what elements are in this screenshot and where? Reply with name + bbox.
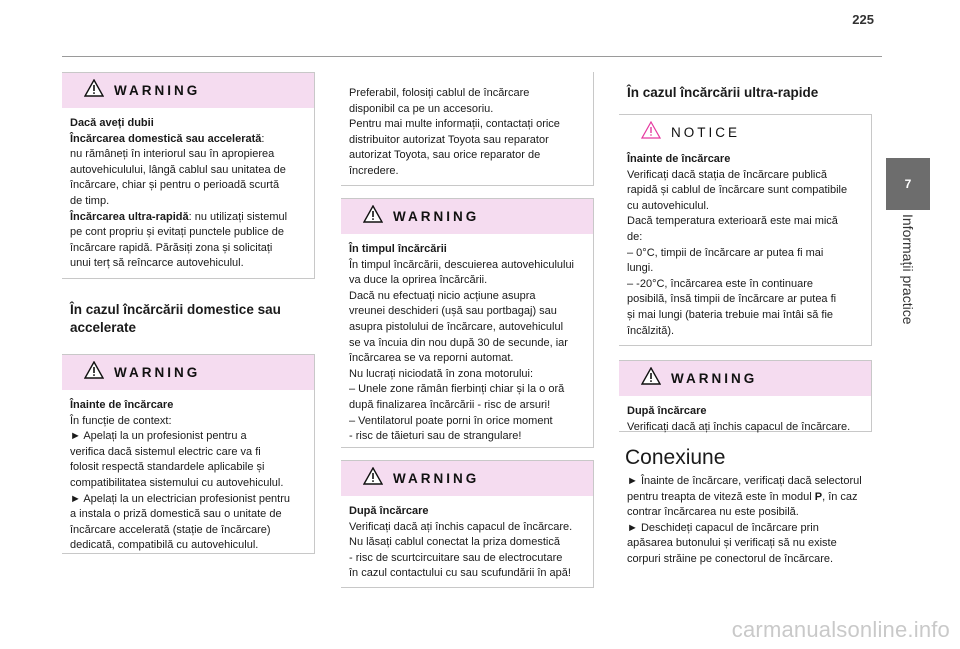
text-line <box>349 504 587 520</box>
text-line <box>349 566 587 582</box>
text-line <box>349 398 587 414</box>
plain-text: corpuri străine pe conectorul de încărcare. <box>627 552 834 565</box>
plain-text: pentru treapta de viteză este în modul <box>627 490 815 503</box>
warning-title: WARNING <box>393 471 480 486</box>
plain-text: – Unele zone rămân fierbinți chiar și la o oră <box>349 383 565 396</box>
text-line <box>70 538 308 554</box>
warning-header <box>341 461 593 496</box>
text-line <box>627 277 865 293</box>
plain-text: autovehiculului, lângă cablul sau unitatea de <box>70 163 286 176</box>
chapter-title: Informații practice <box>900 214 916 325</box>
text-line <box>627 183 865 199</box>
plain-text: de timp. <box>70 194 110 207</box>
text-line <box>349 414 587 430</box>
bold-text: După încărcare <box>627 405 707 417</box>
intro-text <box>341 86 593 180</box>
text-line <box>70 492 308 508</box>
plain-text: Dacă nu efectuați nicio acțiune asupra <box>349 289 536 302</box>
text-line <box>349 429 587 445</box>
notice-body <box>619 150 871 349</box>
warning-title: WARNING <box>671 371 758 386</box>
bold-text: Încărcarea ultra-rapidă <box>70 210 189 223</box>
text-line <box>627 505 864 521</box>
text-line <box>70 194 308 210</box>
text-line <box>70 163 308 179</box>
warning-body <box>341 234 593 455</box>
plain-text: încărcarea se va reporni automat. <box>349 352 514 365</box>
plain-text: , în caz <box>822 490 858 503</box>
plain-text: de: <box>627 230 643 243</box>
text-line <box>349 351 587 367</box>
plain-text: Verificați dacă ați închis capacul de încărcare. <box>349 520 573 533</box>
warning-body <box>62 108 314 282</box>
plain-text: încărcare accelerată (stație de încărcare) <box>70 523 271 536</box>
bold-text: Dacă aveți dubii <box>70 117 154 129</box>
warning-triangle-icon <box>641 367 661 390</box>
text-line <box>627 420 865 436</box>
warning-title: WARNING <box>114 365 201 380</box>
text-line: disponibil ca pe un accesoriu. <box>349 102 494 115</box>
text-line <box>70 178 308 194</box>
text-line <box>627 230 865 246</box>
text-line <box>70 476 308 492</box>
bold-text: În timpul încărcării <box>349 243 447 255</box>
connexion-title: Conexiune <box>625 446 726 469</box>
plain-text: ► Înainte de încărcare, verificați dacă selectorul <box>627 475 862 487</box>
plain-text: a instala o priză domestică sau o unitate de <box>70 508 282 521</box>
plain-text: vreunei deschideri (ușă sau portbagaj) sau <box>349 305 557 318</box>
text-line <box>627 552 864 568</box>
warning-header <box>62 73 314 108</box>
plain-text: cu autovehiculul. <box>627 199 709 212</box>
text-line <box>627 168 865 184</box>
warning-box-doubts <box>62 72 315 279</box>
plain-text: asupra pistolului de încărcare, autovehiculul <box>349 320 564 333</box>
plain-text: rapidă și cablul de încărcare sunt compatibile <box>627 184 848 197</box>
plain-text: nu rămâneți în interiorul sau în apropierea <box>70 148 275 161</box>
text-line <box>627 324 865 340</box>
plain-text: Nu lăsați cablul conectat la priza domestică <box>349 536 560 549</box>
bold-text: Încărcarea domestică sau accelerată <box>70 132 262 145</box>
text-line: autorizat Toyota, sau orice reparator de <box>349 149 541 162</box>
text-line <box>70 429 308 445</box>
plain-text: Verificați dacă stația de încărcare publică <box>627 168 827 181</box>
plain-text: posibilă, însă timpii de încărcare ar putea fi <box>627 293 837 306</box>
warning-title: WARNING <box>393 209 480 224</box>
warning-triangle-icon <box>363 467 383 490</box>
plain-text: contrar încărcarea nu este posibilă. <box>627 506 799 519</box>
plain-text: verifica dacă sistemul electric care va fi <box>70 445 261 458</box>
text-line <box>349 242 587 258</box>
watermark: carmanualsonline.info <box>731 617 950 642</box>
text-line <box>349 535 587 551</box>
plain-text: se va încuia din nou după 30 de secunde, iar <box>349 336 568 349</box>
plain-text: încărcare, chiar și pentru o perioadă scurtă <box>70 179 280 192</box>
plain-text: Verificați dacă ați închis capacul de încărcare. <box>627 420 851 433</box>
text-line: Preferabil, folosiți cablul de încărcare <box>349 87 530 99</box>
text-line <box>70 132 308 148</box>
warning-triangle-icon <box>363 205 383 228</box>
text-line <box>70 210 308 226</box>
plain-text: pe cont propriu și evitați punctele publice de <box>70 226 285 239</box>
text-line <box>349 520 587 536</box>
bold-text: Înainte de încărcare <box>70 399 174 411</box>
text-line <box>70 241 308 257</box>
text-line <box>627 152 865 168</box>
plain-text: apăsarea butonului și verificați să nu existe <box>627 537 837 550</box>
warning-header <box>62 355 314 390</box>
warning-triangle-icon <box>84 79 104 102</box>
plain-text: folosit respectă standardele aplicabile și <box>70 461 265 474</box>
text-line <box>349 382 587 398</box>
text-line: distribuitor autorizat Toyota sau reparator <box>349 133 549 146</box>
text-line: Pentru mai multe informații, contactați orice <box>349 118 560 131</box>
text-line <box>70 398 308 414</box>
warning-triangle-icon <box>84 361 104 384</box>
column-1 <box>62 72 315 554</box>
notice-box-before-charging <box>619 114 872 346</box>
plain-text: În timpul încărcării, descuierea autovehiculului <box>349 258 575 271</box>
warning-box-after-charging <box>619 360 872 432</box>
text-line <box>627 308 865 324</box>
plain-text: Dacă temperatura exterioară este mai mică <box>627 215 838 228</box>
plain-text: încărcare rapidă. Părăsiți zona și solicitați <box>70 241 273 254</box>
notice-title: NOTICE <box>671 125 741 140</box>
text-line <box>70 225 308 241</box>
notice-header <box>619 115 871 150</box>
notice-triangle-icon <box>641 121 661 144</box>
chapter-tab[interactable]: 7 <box>886 158 930 210</box>
text-line <box>627 490 864 506</box>
text-line <box>627 404 865 420</box>
text-line <box>70 445 308 461</box>
plain-text: dedicată, compatibilă cu autovehiculul. <box>70 539 259 552</box>
intro-box <box>341 72 594 186</box>
plain-text: - risc de tăieturi sau de strangulare! <box>349 430 522 443</box>
plain-text: lungi. <box>627 262 654 275</box>
plain-text: și mai lungi (bateria trebuie mai întâi să fie <box>627 308 834 321</box>
plain-text: Nu lucrați niciodată în zona motorului: <box>349 367 534 380</box>
warning-header <box>341 199 593 234</box>
text-line <box>627 536 864 552</box>
warning-title: WARNING <box>114 83 201 98</box>
warning-box-after-charging <box>341 460 594 588</box>
plain-text: : <box>261 132 265 145</box>
text-line <box>627 246 865 262</box>
plain-text: încălzită). <box>627 324 675 337</box>
text-line <box>70 147 308 163</box>
bold-text: După încărcare <box>349 505 429 517</box>
plain-text: ► Deschideți capacul de încărcare prin <box>627 521 819 534</box>
plain-text: unui terț să reîncarce autovehiculul. <box>70 257 244 270</box>
plain-text: : nu utilizați sistemul <box>188 210 288 223</box>
warning-body <box>341 496 593 592</box>
text-line <box>70 460 308 476</box>
warning-header <box>619 361 871 396</box>
text-line <box>349 258 587 274</box>
top-rule <box>62 56 882 57</box>
plain-text: în cazul contactului cu sau scufundării în apă! <box>349 567 571 580</box>
plain-text: va duce la oprirea încărcării. <box>349 274 488 287</box>
section-title-ultrafast: În cazul încărcării ultra-rapide <box>627 85 819 100</box>
plain-text: – Ventilatorul poate porni în orice moment <box>349 414 553 427</box>
text-line <box>349 273 587 289</box>
text-line <box>627 474 864 490</box>
text-line <box>70 523 308 539</box>
text-line <box>70 507 308 523</box>
text-line <box>349 367 587 383</box>
text-line <box>349 551 587 567</box>
plain-text: ► Apelați la un electrician profesionist pentru <box>70 492 291 505</box>
text-line <box>349 320 587 336</box>
text-line: încredere. <box>349 164 399 177</box>
text-line <box>627 521 864 537</box>
warning-body <box>62 390 314 564</box>
text-line <box>627 292 865 308</box>
text-line <box>349 304 587 320</box>
plain-text: – 0°C, timpii de încărcare ar putea fi mai <box>627 246 824 259</box>
text-line <box>627 214 865 230</box>
text-line <box>627 199 865 215</box>
plain-text: - risc de scurtcircuitare sau de electrocutare <box>349 551 563 564</box>
plain-text: compatibilitatea sistemului cu autovehiculul. <box>70 476 284 489</box>
column-3 <box>619 72 872 568</box>
section-title-domestic: În cazul încărcării domestice sau accelerate <box>70 302 281 335</box>
bold-text: Înainte de încărcare <box>627 153 731 165</box>
text-line <box>349 336 587 352</box>
plain-text: ► Apelați la un profesionist pentru a <box>70 430 247 443</box>
warning-box-during-charging <box>341 198 594 448</box>
text-line <box>70 116 308 132</box>
connexion-text <box>619 474 872 568</box>
plain-text: – -20°C, încărcarea este în continuare <box>627 277 814 290</box>
bold-text: P <box>814 490 823 503</box>
text-line <box>349 289 587 305</box>
text-line <box>70 256 308 272</box>
plain-text: după finalizarea încărcării - risc de arsuri! <box>349 398 551 411</box>
text-line <box>627 261 865 277</box>
plain-text: În funcție de context: <box>70 414 172 427</box>
warning-box-before-charging <box>62 354 315 554</box>
page-number: 225 <box>852 12 874 27</box>
text-line <box>70 414 308 430</box>
column-2 <box>341 72 594 588</box>
